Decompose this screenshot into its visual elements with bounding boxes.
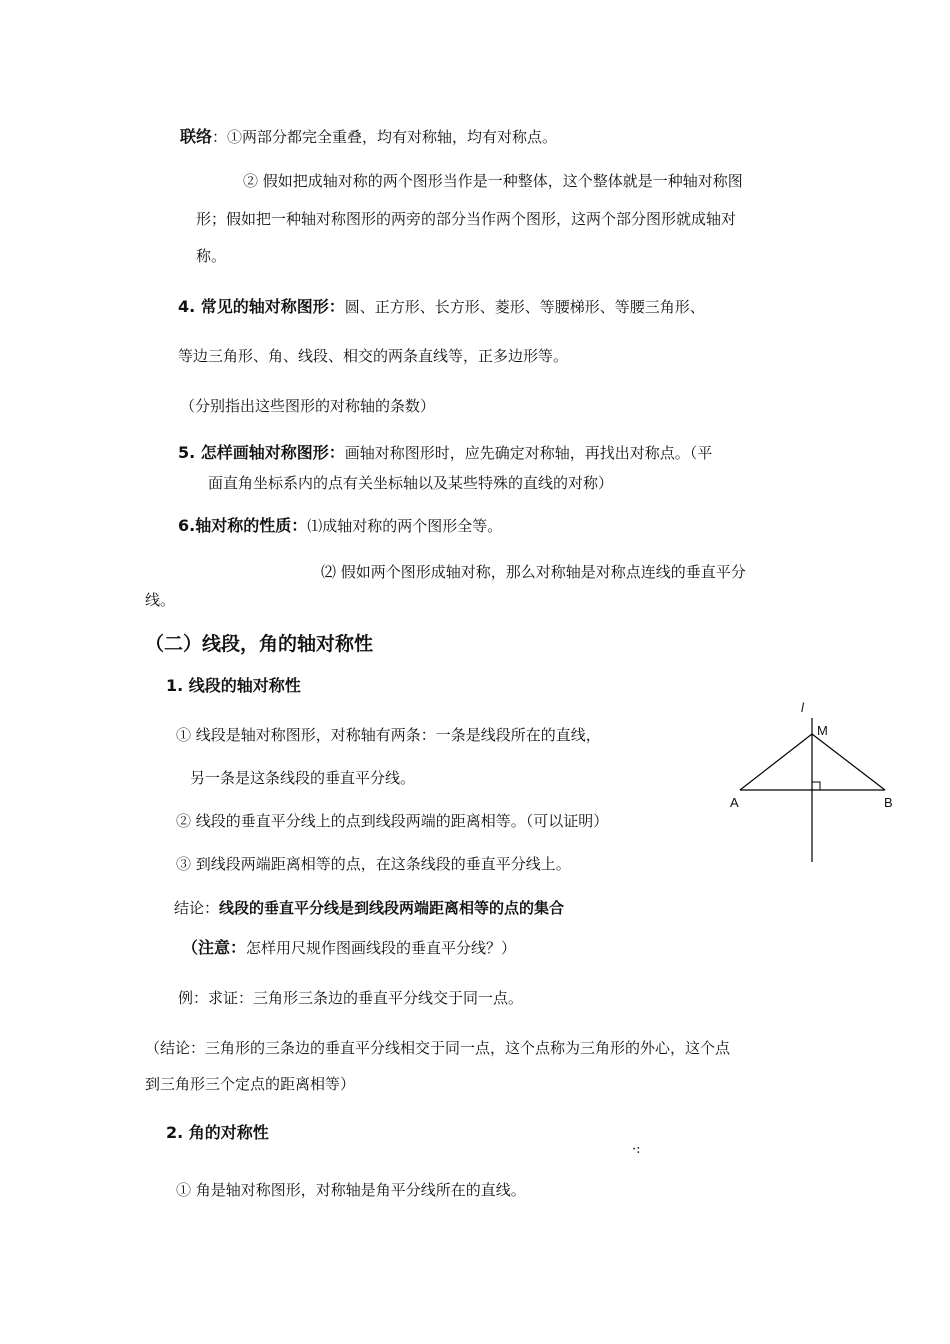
section2-angle1: ① 角是轴对称图形，对称轴是角平分线所在的直线。 (176, 1181, 526, 1199)
item4-label: 4. 常见的轴对称图形： (178, 297, 345, 316)
item4-text1: 圆、正方形、长方形、菱形、等腰梯形、等腰三角形、 (344, 298, 705, 316)
item6-label: 6.轴对称的性质： (178, 516, 308, 535)
conclusion-label: 结论： (174, 899, 220, 917)
item5-line2: 面直角坐标系内的点有关坐标轴以及某些特殊的直线的对称） (208, 474, 614, 492)
lianluo-text1: ：①两部分都完全重叠，均有对称轴，均有对称点。 (212, 128, 558, 146)
segment-mb (812, 734, 885, 790)
section2-example: 例：求证：三角形三条边的垂直平分线交于同一点。 (178, 989, 524, 1007)
section2-p1b: 另一条是这条线段的垂直平分线。 (190, 769, 416, 787)
section2-conc2b: 到三角形三个定点的距离相等） (145, 1075, 356, 1093)
note-text: 怎样用尺规作图画线段的垂直平分线？） (246, 939, 517, 957)
lianluo-line3: 形；假如把一种轴对称图形的两旁的部分当作两个图形，这两个部分图形就成轴对 (196, 210, 737, 228)
section2-conc2a: （结论：三角形的三条边的垂直平分线相交于同一点，这个点称为三角形的外心，这个点 (145, 1039, 731, 1057)
item6-text1: ⑴成轴对称的两个图形全等。 (307, 517, 503, 535)
lianluo-line4: 称。 (196, 247, 227, 265)
section2-note (182, 938, 516, 958)
lianluo-line1 (180, 127, 557, 147)
right-angle-mark (812, 782, 820, 790)
section2-p1a: ① 线段是轴对称图形，对称轴有两条：一条是线段所在的直线， (176, 726, 601, 744)
section2-p3: ③ 到线段两端距离相等的点，在这条线段的垂直平分线上。 (176, 855, 571, 873)
section2-sub2: 2. 角的对称性 (166, 1123, 269, 1142)
label-m: M (817, 723, 828, 738)
section2-p2: ② 线段的垂直平分线上的点到线段两端的距离相等。（可以证明） (176, 812, 609, 830)
item6-line2: ⑵ 假如两个图形成轴对称，那么对称轴是对称点连线的垂直平分 (321, 563, 746, 581)
conclusion-text: 线段的垂直平分线是到线段两端距离相等的点的集合 (219, 899, 565, 917)
segment-ma (740, 734, 812, 790)
item6-line3: 线。 (145, 591, 176, 609)
label-l: l (801, 700, 804, 715)
item6-line1 (178, 516, 502, 536)
section2-sub1: 1. 线段的轴对称性 (166, 676, 301, 695)
item5-label: 5. 怎样画轴对称图形： (178, 443, 345, 462)
lianluo-line2: ② 假如把成轴对称的两个图形当作是一种整体，这个整体就是一种轴对称图 (243, 172, 743, 190)
item4-line2: 等边三角形、角、线段、相交的两条直线等，正多边形等。 (178, 347, 569, 365)
item4-line1 (178, 297, 705, 317)
item4-note: （分别指出这些图形的对称轴的条数） (180, 397, 436, 415)
label-b: B (884, 795, 893, 810)
note-label: （注意： (182, 938, 247, 957)
lianluo-label: 联络 (180, 127, 213, 146)
label-a: A (730, 795, 739, 810)
item5-line1 (178, 443, 712, 463)
section2-conclusion (174, 898, 564, 918)
item5-text1: 画轴对称图形时，应先确定对称轴，再找出对称点。（平 (344, 444, 713, 462)
stray-mark: ·: (632, 1142, 641, 1157)
section2-title: （二）线段，角的轴对称性 (145, 633, 374, 655)
perpendicular-bisector-figure (720, 690, 910, 870)
